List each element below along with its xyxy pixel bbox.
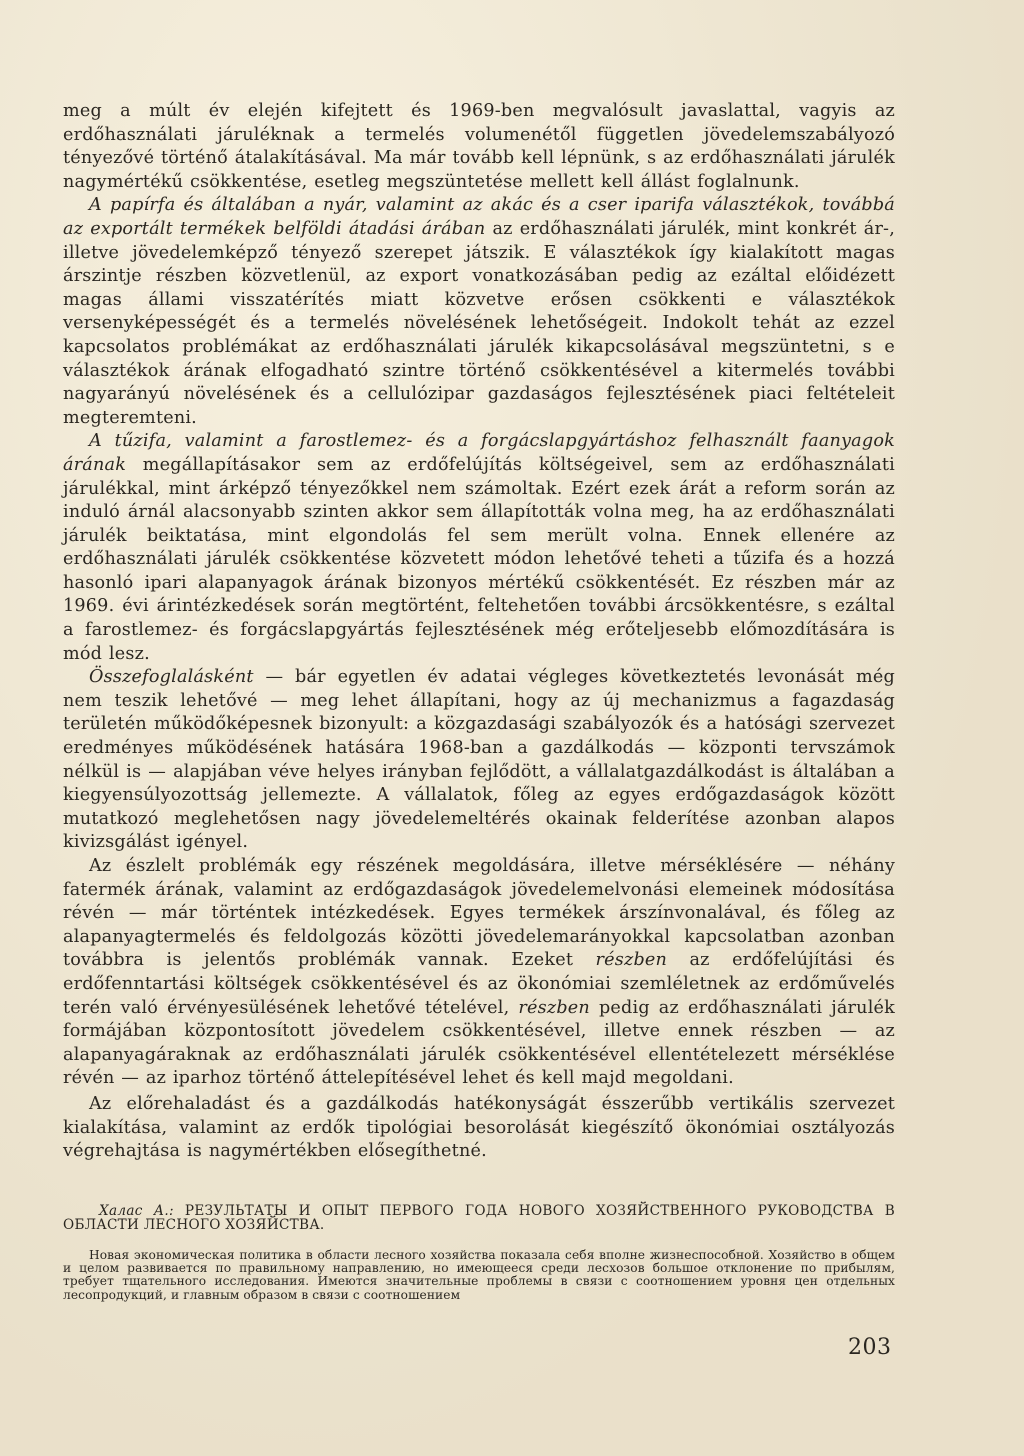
- paragraph-2: [63, 194, 895, 430]
- article-body: [63, 100, 895, 1164]
- paragraph-4: [63, 666, 895, 855]
- paragraph-1-text: meg a múlt év elején kifejtett és 1969-ben megvalósult javaslattal, vagyis az erdőhasználati járuléknak a termelés volumenétől független jövedelemszabályozó tényezővé történő átalakításával. Ma már tovább kell lépnünk, s az erdőhasználati járulék nagymértékű csökkentése, esetleg megszüntetése mellett kell állást foglalnunk.: [63, 101, 895, 192]
- paragraph-5-text-b: az erdőfelújítási és erdőfenntartási költségek csökkentésével és az ökonómiai szemléletnek az erdőművelés terén való érvényesülésének lehetővé tételével,: [63, 950, 895, 1018]
- paragraph-5-text-c: pedig az erdőhasználati járulék formájában központosított jövedelem csökkentésével, illetve ennek részben — az alapanyagáraknak az erdőhasználati járulék csökkentésével ellentételezett mérséklése révén — az iparhoz történő áttelepítésével lehet és kell majd megoldani.: [63, 997, 895, 1089]
- paragraph-2-emphasis: A papírfa és általában a nyár, valamint az akác és a cser iparifa választékok, továbbá az exportált termékek belföldi átadási árában: [63, 195, 895, 239]
- paragraph-3: [63, 430, 895, 666]
- paragraph-4-text: — bár egyetlen év adatai végleges következtetés levonását még nem teszik lehetővé — meg lehet állapítani, hogy az új mechanizmus a fagazdaság területén működőképesnek bizonyult: a közgazdasági szabályozók és a hatósági szervezet eredményes működésének hatására 1968-ban a gazdálkodás — központi tervszámok nélkül is — alapjában véve helyes irányban fejlődött, a vállalatgazdálkodást is általában a kiegyensúlyozottság jellemezte. A vállalatok, főleg az egyes erdőgazdaságok között mutatkozó meglehetősen nagy jövedelemeltérés okainak felderítése azonban alapos kivizsgálást igényel.: [63, 667, 895, 853]
- russian-summary-heading: [63, 1204, 895, 1233]
- paragraph-6-text: Az előrehaladást és a gazdálkodás hatékonyságát ésszerűbb vertikális szervezet kialakítása, valamint az erdők tipológiai besorolását kiegészítő ökonómiai osztályozás végrehajtása is nagymértékben elősegíthetné.: [63, 1093, 895, 1162]
- paragraph-5-emphasis-1: részben: [595, 950, 668, 971]
- paragraph-3-text: megállapításakor sem az erdőfelújítás költségeivel, sem az erdőhasználati járulékkal, mint árképző tényezőkkel nem számoltak. Ezért ezek árát a reform során az induló árnál alacsonyabb szinten akkor sem állapították volna meg, ha az erdőhasználati járulék beiktatása, mint elgondolás fel sem merült volna. Ennek ellenére az erdőhasználati járulék csökkentése közvetett módon lehetővé teheti a tűzifa és a hozzá hasonló ipari alapanyagok árának bizonyos mértékű csökkentését. Ez részben már az 1969. évi árintézkedések során megtörtént, feltehetően további árcsökkentésre, s ezáltal a farostlemez- és forgácslapgyártás fejlesztésének még erőteljesebb előmozdítására is mód lesz.: [63, 454, 895, 664]
- summary-author: Халас А.:: [99, 1202, 174, 1219]
- paragraph-1: [63, 100, 895, 194]
- paragraph-4-emphasis: Összefoglalásként: [89, 667, 254, 688]
- paragraph-6: [63, 1093, 895, 1164]
- paragraph-5: [63, 855, 895, 1091]
- paragraph-5-text-a: Az észlelt problémák egy részének megoldására, illetve mérséklésére — néhány fatermék árának, valamint az erdőgazdaságok jövedelemelvonási elemeinek módosítása révén — már történtek intézkedések. Egyes termékek árszínvonalával, és főleg az alapanyagtermelés és feldolgozás közötti jövedelemarányokkal kapcsolatban azonban továbbra is jelentős problémák vannak. Ezeket: [63, 856, 895, 971]
- paragraph-3-emphasis: A tűzifa, valamint a farostlemez- és a forgácslapgyártáshoz felhasznált faanyagok árának: [63, 431, 895, 475]
- page-number: 203: [848, 1335, 892, 1360]
- summary-title: РЕЗУЛЬТАТЫ И ОПЫТ ПЕРВОГО ГОДА НОВОГО ХОЗЯЙСТВЕННОГО РУКОВОДСТВА В ОБЛАСТИ ЛЕСНОГО ХОЗЯЙСТВА.: [63, 1202, 896, 1234]
- paragraph-2-text: az erdőhasználati járulék, mint konkrét ár-, illetve jövedelemképző tényező szerepet játszik. E választékok így kialakított magas árszintje részben közvetlenül, az export vonatkozásában pedig az ezáltal előidézett magas állami visszatérítés miatt közvetve erősen csökkenti e választékok versenyképességét és a termelés növelésének lehetőségeit. Indokolt tehát az ezzel kapcsolatos problémákat az erdőhasználati járulék kikapcsolásával megszüntetni, s e választékok árának elfogadható szintre történő csökkentésével a kitermelés további nagyarányú növelésének és a cellulózipar gazdaságos fejlesztésének piaci feltételeit megteremteni.: [63, 218, 895, 428]
- document-page: [63, 100, 895, 1302]
- russian-summary-text: Новая экономическая политика в области лесного хозяйства показала себя вполне жизнеспособной. Хозяйство в общем и целом развивается по правильному направлению, но имеющееся среди лесхозов большое отклонение по прибылям, требует тщательного исследования. Имеются значительные проблемы в связи с соотношением уровня цен отдельных лесопродукций, и главным образом в связи с соотношением: [63, 1247, 895, 1302]
- paragraph-5-emphasis-2: részben: [518, 997, 590, 1018]
